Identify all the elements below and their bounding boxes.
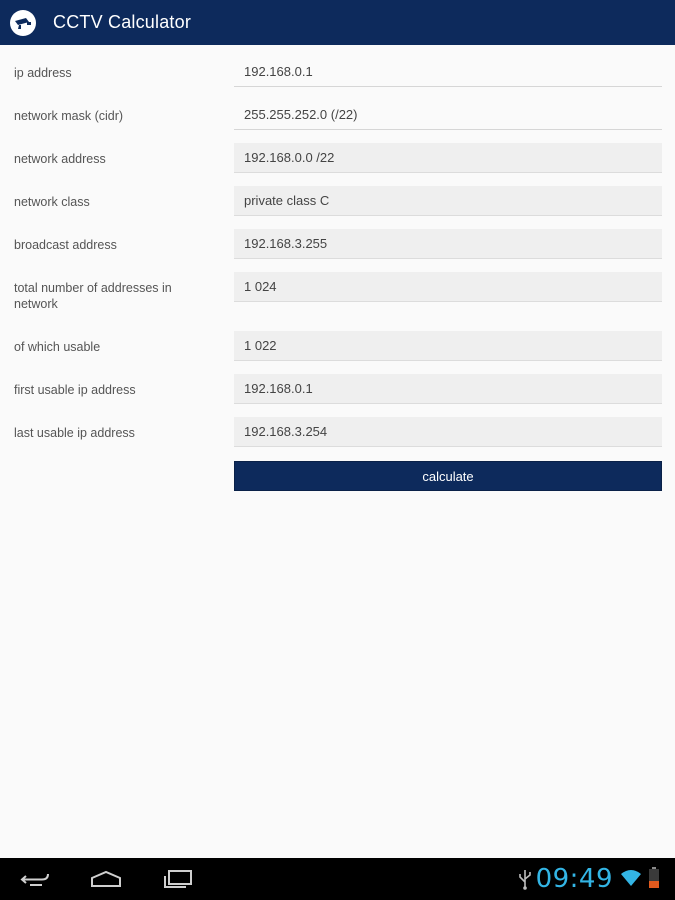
clock: 09:49 [535, 864, 613, 894]
back-icon [20, 870, 52, 888]
system-nav-bar [0, 858, 675, 900]
network-class-value: private class C [234, 186, 662, 216]
camera-icon [9, 9, 37, 37]
first-usable-label: first usable ip address [14, 383, 136, 397]
wifi-icon [620, 869, 642, 887]
network-mask-label: network mask (cidr) [14, 109, 124, 123]
total-addresses-value: 1 024 [234, 272, 662, 302]
network-address-value: 192.168.0.0 /22 [234, 143, 662, 173]
ip-address-label: ip address [14, 66, 72, 80]
recent-apps-button[interactable] [158, 866, 198, 892]
ip-address-input[interactable] [234, 57, 662, 87]
broadcast-address-value: 192.168.3.255 [234, 229, 662, 259]
usb-icon [518, 868, 532, 890]
battery-icon [648, 867, 660, 889]
last-usable-value: 192.168.3.254 [234, 417, 662, 447]
broadcast-address-label: broadcast address [14, 238, 117, 252]
home-icon [89, 870, 123, 888]
first-usable-value: 192.168.0.1 [234, 374, 662, 404]
network-mask-input[interactable] [234, 100, 662, 130]
network-class-label: network class [14, 195, 90, 209]
calculate-button[interactable]: calculate [234, 461, 662, 491]
total-addresses-label: total number of addresses in network [14, 281, 172, 311]
home-button[interactable] [86, 866, 126, 892]
network-address-label: network address [14, 152, 106, 166]
back-button[interactable] [16, 866, 56, 892]
usable-addresses-label: of which usable [14, 340, 101, 354]
app-title: CCTV Calculator [53, 12, 192, 32]
app-bar [0, 0, 675, 45]
last-usable-label: last usable ip address [14, 426, 135, 440]
recent-apps-icon [162, 869, 194, 889]
usable-addresses-value: 1 022 [234, 331, 662, 361]
